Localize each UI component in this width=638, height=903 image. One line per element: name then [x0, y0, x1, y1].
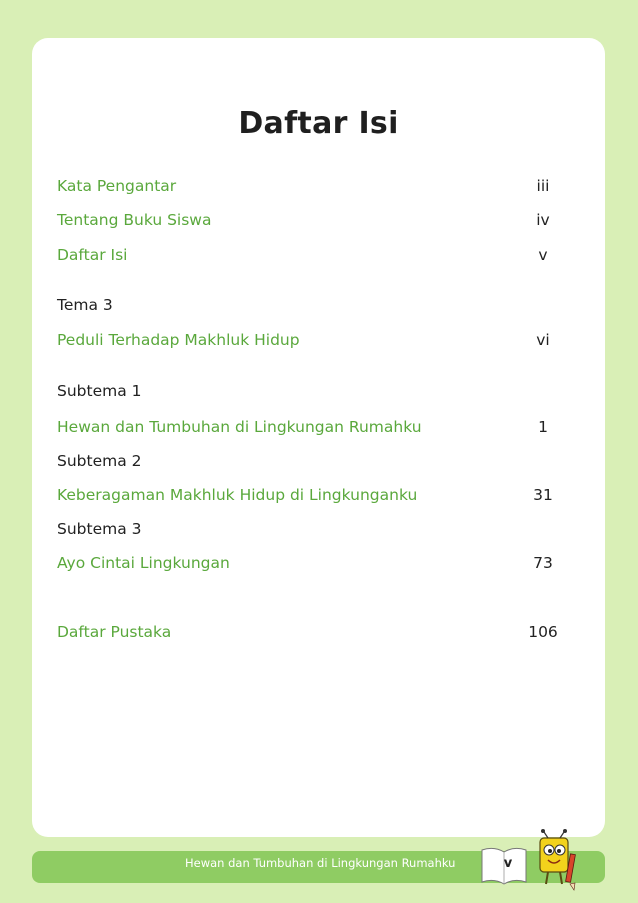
- toc-entry-daftar-isi[interactable]: [57, 243, 563, 267]
- section-label-subtema-3: Subtema 3: [57, 520, 142, 538]
- toc-entry-page: 1: [538, 418, 548, 436]
- toc-entry-label: Hewan dan Tumbuhan di Lingkungan Rumahku: [57, 418, 422, 436]
- toc-entry-page: iii: [536, 177, 550, 195]
- toc-entry-label: Ayo Cintai Lingkungan: [57, 554, 230, 572]
- toc-entry-tentang-buku-siswa[interactable]: [57, 208, 563, 232]
- toc-entry-peduli[interactable]: [57, 328, 563, 352]
- pencil-mascot-icon: [528, 828, 588, 892]
- toc-entry-page: 31: [533, 486, 553, 504]
- toc-entry-keberagaman[interactable]: [57, 483, 563, 507]
- section-label-subtema-2: Subtema 2: [57, 452, 142, 470]
- toc-entry-label: Keberagaman Makhluk Hidup di Lingkunganku: [57, 486, 418, 504]
- toc-entry-kata-pengantar[interactable]: [57, 174, 563, 198]
- toc-entry-daftar-pustaka[interactable]: [57, 620, 563, 644]
- toc-entry-page: 106: [528, 623, 558, 641]
- toc-entry-page: vi: [536, 331, 550, 349]
- toc-entry-hewan-tumbuhan[interactable]: [57, 415, 563, 439]
- section-label-tema: Tema 3: [57, 296, 113, 314]
- toc-entry-page: iv: [536, 211, 550, 229]
- content-page: [32, 38, 605, 837]
- toc-entry-label: Daftar Pustaka: [57, 623, 172, 641]
- section-label-subtema-1: Subtema 1: [57, 382, 142, 400]
- toc-entry-ayo-cintai[interactable]: [57, 551, 563, 575]
- footer-book-title: Hewan dan Tumbuhan di Lingkungan Rumahku: [185, 856, 456, 870]
- footer-page-number: v: [503, 856, 513, 871]
- toc-entry-label: Tentang Buku Siswa: [57, 211, 212, 229]
- toc-entry-page: v: [538, 246, 548, 264]
- toc-entry-label: Daftar Isi: [57, 246, 128, 264]
- toc-entry-page: 73: [533, 554, 553, 572]
- toc-entry-label: Kata Pengantar: [57, 177, 177, 195]
- toc-entry-label: Peduli Terhadap Makhluk Hidup: [57, 331, 300, 349]
- page-title: Daftar Isi: [238, 106, 399, 141]
